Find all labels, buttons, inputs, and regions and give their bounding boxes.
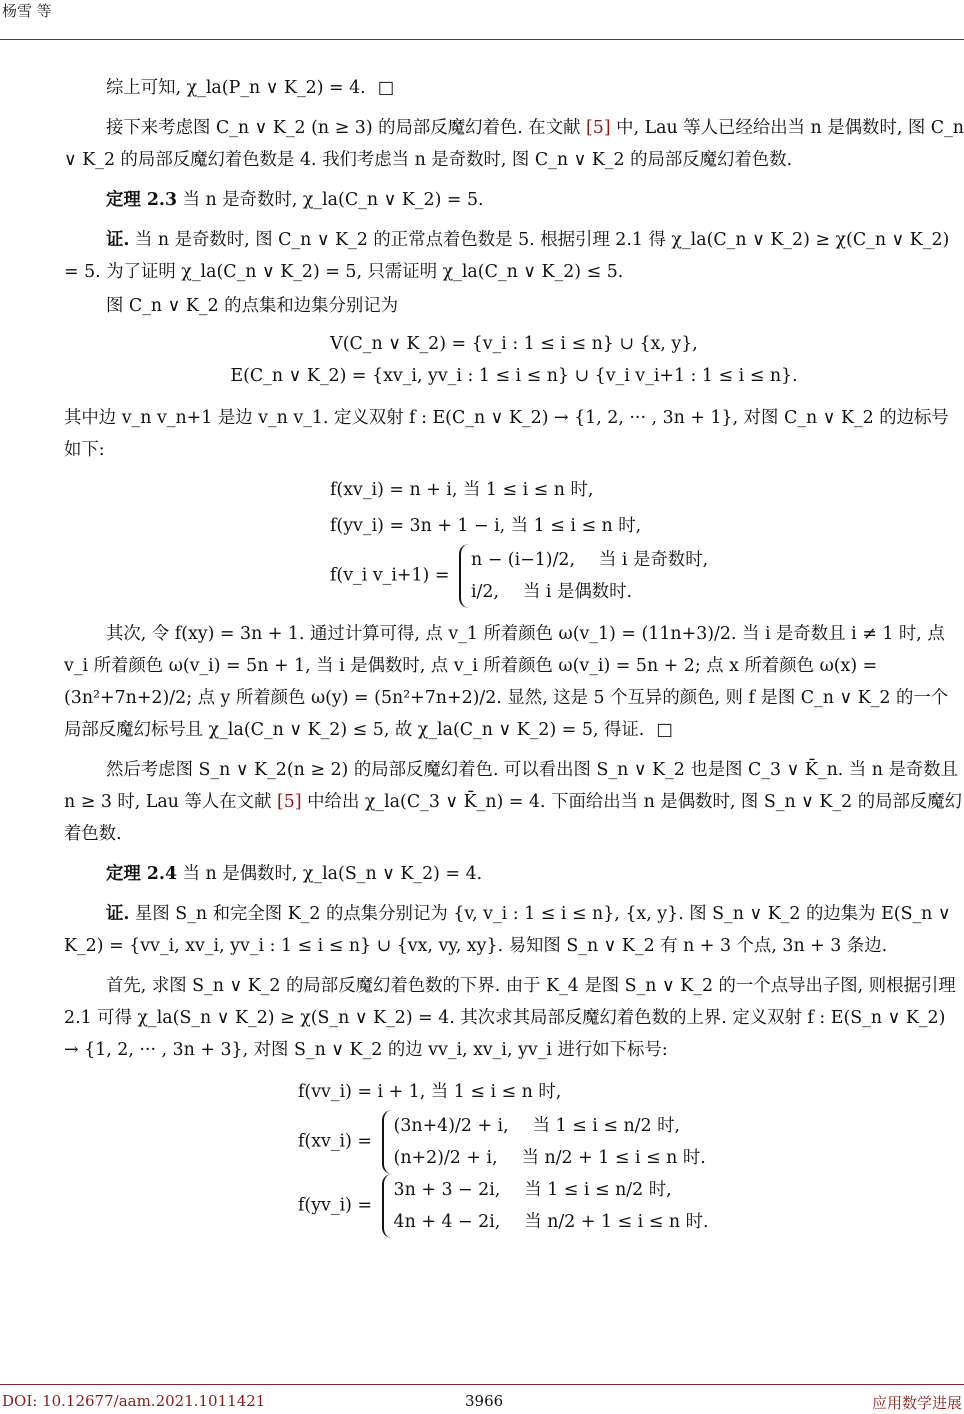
case-row xyxy=(471,544,708,576)
equation-f-xv: f(xv_i) = n + i, 当 1 ≤ i ≤ n 时, xyxy=(330,480,594,500)
equation-g-vv: f(vv_i) = i + 1, 当 1 ≤ i ≤ n 时, xyxy=(298,1082,562,1102)
qed-symbol: □ xyxy=(377,78,395,98)
piecewise-lhs: f(v_i v_i+1) = xyxy=(330,565,450,586)
theorem-2-3 xyxy=(64,184,964,216)
piecewise-cases xyxy=(382,1174,709,1238)
theorem-label: 定理 2.4 xyxy=(106,864,178,884)
equation-f-yv: f(yv_i) = 3n + 1 − i, 当 1 ≤ i ≤ n 时, xyxy=(330,516,642,536)
labeling-def-text: 其中边 v_n v_n+1 是边 v_n v_1. 定义双射 f : E(C_n ∨ K_2) → {1, 2, ··· , 3n + 1}, 对图 C_n ∨ K_2 的边标号如下: xyxy=(64,408,949,460)
proof-label: 证. xyxy=(106,230,130,250)
paragraph-sets xyxy=(64,290,964,322)
colors-text: 其次, 令 f(xy) = 3n + 1. 通过计算可得, 点 v_1 所着颜色 ω(v_1) = (11n+3)/2. 当 i 是奇数且 i ≠ 1 时, 点 v_i 所着颜色 ω(v_i) = 5n + 1, 当 i 是偶数时, 点 v_i 所着颜色 ω(v_i) = 5n + 2; 点 x 所着颜色 ω(x) = (3n²+7n+2)/2; 点 y 所着颜色 ω(y) = (5n²+7n+2)/2. 显然, 这是 5 个互异的颜色, 则 f 是图 C_n ∨ K_2 的一个局部反魔幻标号且 χ_la(C_n ∨ K_2) ≤ 5, 故 χ_la(C_n ∨ K_2) = 5, 得证. xyxy=(64,624,949,740)
paragraph-sn-intro xyxy=(64,754,964,850)
case-row xyxy=(394,1174,709,1206)
paragraph-colors xyxy=(64,618,964,746)
paragraph-labeling-def xyxy=(64,402,964,466)
cn-intro-text-b: 中, Lau 等人已经给出当 n 是偶数时, 图 C_n ∨ K_2 的局部反魔幻着色数是 4. 我们考虑当 n 是奇数时, 图 C_n ∨ K_2 的局部反魔幻着色数. xyxy=(64,118,964,170)
cn-intro-text-a: 接下来考虑图 C_n ∨ K_2 (n ≥ 3) 的局部反魔幻着色. 在文献 xyxy=(106,118,587,138)
page-footer xyxy=(0,1384,964,1414)
equation-vertex-set: V(C_n ∨ K_2) = {v_i : 1 ≤ i ≤ n} ∪ {x, y}, xyxy=(330,334,698,354)
running-author: 杨雪 等 xyxy=(2,2,52,20)
case-condition: 当 1 ≤ i ≤ n/2 时, xyxy=(532,1116,681,1136)
theorem-statement: 当 n 是偶数时, χ_la(S_n ∨ K_2) = 4. xyxy=(177,864,483,884)
piecewise-cases xyxy=(382,1110,706,1174)
conclusion-text: 综上可知, χ_la(P_n ∨ K_2) = 4. xyxy=(106,78,366,98)
page-number: 3966 xyxy=(465,1392,504,1410)
proof-2-4 xyxy=(64,898,964,962)
header-rule xyxy=(0,39,964,40)
theorem-2-4 xyxy=(64,858,964,890)
paragraph-cn-intro xyxy=(64,112,964,176)
case-row xyxy=(394,1142,706,1174)
sets-text: 图 C_n ∨ K_2 的点集和边集分别记为 xyxy=(106,296,399,316)
case-value: i/2, xyxy=(470,582,499,602)
equation-f-vv xyxy=(330,544,964,608)
paragraph-conclusion xyxy=(64,72,964,104)
case-value: n − (i−1)/2, xyxy=(470,550,576,570)
case-row xyxy=(471,576,708,608)
sn-intro-text-a: 然后考虑图 S_n ∨ K_2(n ≥ 2) 的局部反魔幻着色. 可以看出图 S_n ∨ K_2 也是图 C_3 ∨ K̄_n. 当 n 是奇数且 n ≥ 3 时, Lau 等人在文献 xyxy=(64,760,959,812)
case-value: (n+2)/2 + i, xyxy=(393,1148,498,1168)
equation-edge-set: E(C_n ∨ K_2) = {xv_i, yv_i : 1 ≤ i ≤ n} ∪ {v_i v_i+1 : 1 ≤ i ≤ n}. xyxy=(230,366,798,386)
equation-block-f xyxy=(64,472,964,608)
qed-symbol: □ xyxy=(656,720,673,740)
case-condition: 当 n/2 + 1 ≤ i ≤ n 时. xyxy=(524,1212,709,1232)
citation-link-5[interactable]: [5] xyxy=(586,118,611,138)
case-condition: 当 i 是偶数时. xyxy=(522,582,633,602)
proof-text: 当 n 是奇数时, 图 C_n ∨ K_2 的正常点着色数是 5. 根据引理 2.1 得 χ_la(C_n ∨ K_2) ≥ χ(C_n ∨ K_2) = 5. 为了证明 χ_la(C_n ∨ K_2) = 5, 只需证明 χ_la(C_n ∨ K_2) ≤ 5. xyxy=(64,230,950,282)
page-body xyxy=(64,66,964,1248)
footer-rule xyxy=(0,1384,964,1385)
case-condition: 当 1 ≤ i ≤ n/2 时, xyxy=(524,1180,672,1200)
proof-2-3 xyxy=(64,224,964,288)
sn-intro-text-b: 中给出 χ_la(C_3 ∨ K̄_n) = 4. 下面给出当 n 是偶数时, 图 S_n ∨ K_2 的局部反魔幻着色数. xyxy=(64,792,963,844)
case-row xyxy=(394,1110,706,1142)
citation-link-5[interactable]: [5] xyxy=(277,792,302,812)
page-header xyxy=(0,0,964,40)
paragraph-bounds xyxy=(64,970,964,1066)
proof-label: 证. xyxy=(106,904,130,924)
theorem-label: 定理 2.3 xyxy=(106,190,178,210)
case-row xyxy=(394,1206,709,1238)
proof-text: 星图 S_n 和完全图 K_2 的点集分别记为 {v, v_i : 1 ≤ i ≤ n}, {x, y}. 图 S_n ∨ K_2 的边集为 E(S_n ∨ K_2) = {vv_i, xv_i, yv_i : 1 ≤ i ≤ n} ∪ {vx, vy, xy}. 易知图 S_n ∨ K_2 有 n + 3 个点, 3n + 3 条边. xyxy=(64,904,951,956)
case-value: (3n+4)/2 + i, xyxy=(393,1116,509,1136)
equation-g-yv xyxy=(298,1174,964,1238)
case-value: 3n + 3 − 2i, xyxy=(393,1180,501,1200)
bounds-text: 首先, 求图 S_n ∨ K_2 的局部反魔幻着色数的下界. 由于 K_4 是图 S_n ∨ K_2 的一个点导出子图, 则根据引理 2.1 可得 χ_la(S_n ∨ K_2) ≥ χ(S_n ∨ K_2) = 4. 其次求其局部反魔幻着色数的上界. 定义双射 f : E(S_n ∨ K_2) → {1, 2, ··· , 3n + 3}, 对图 S_n ∨ K_2 的边 vv_i, xv_i, yv_i 进行如下标号: xyxy=(64,976,956,1060)
equation-block-sets xyxy=(64,328,964,392)
journal-name: 应用数学进展 xyxy=(871,1394,962,1412)
piecewise-lhs: f(xv_i) = xyxy=(298,1131,372,1152)
case-condition: 当 n/2 + 1 ≤ i ≤ n 时. xyxy=(521,1148,706,1168)
case-value: 4n + 4 − 2i, xyxy=(393,1212,501,1232)
equation-g-xv xyxy=(298,1110,964,1174)
case-condition: 当 i 是奇数时, xyxy=(599,550,709,570)
piecewise-cases xyxy=(459,544,708,608)
equation-block-g xyxy=(64,1074,964,1238)
theorem-statement: 当 n 是奇数时, χ_la(C_n ∨ K_2) = 5. xyxy=(177,190,484,210)
piecewise-lhs: f(yv_i) = xyxy=(298,1195,373,1216)
doi-link[interactable]: DOI: 10.12677/aam.2021.1011421 xyxy=(2,1392,266,1410)
